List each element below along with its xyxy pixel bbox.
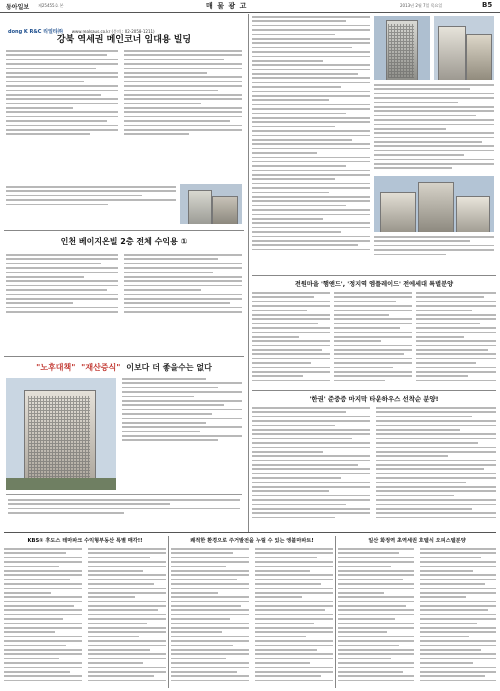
ad-headline: KBS① 후도스 테마파크 수익형부동산 특별 매각!! (27, 538, 143, 544)
divider (4, 356, 244, 357)
issue-number: 제25455호 본 (38, 3, 64, 8)
ad-body-text (252, 407, 370, 527)
ad-body-text-2 (374, 84, 494, 172)
ad-body-text (6, 254, 118, 349)
ad-body-text (122, 378, 242, 488)
ad-right-main (252, 16, 496, 272)
ad-right-headline (252, 278, 496, 388)
page-number: B5 (482, 1, 493, 9)
building-photo (374, 176, 494, 232)
masthead (0, 0, 500, 13)
ad-right-mid (252, 393, 496, 529)
column-divider (335, 536, 336, 688)
ad-headline (4, 362, 244, 373)
ad-mid-left (4, 234, 244, 354)
divider (4, 230, 244, 231)
divider (252, 275, 496, 276)
ad-body-text (171, 548, 249, 686)
ad-body-text-2 (88, 548, 166, 686)
building-photo (180, 184, 242, 224)
ad-mid-left2 (4, 360, 244, 528)
issue-date: 2013년 2월 7일 목요일 (400, 3, 443, 8)
ad-headline: 전원마을 '햄앤드', '정지역 엠플레이드' 전에세대 특별분양 (294, 281, 454, 288)
ad-body-text-3 (416, 292, 496, 386)
ad-bottom-2 (171, 536, 333, 688)
headline-rest: 이보다 더 좋을수는 없다 (126, 363, 212, 372)
ad-body-text-2 (376, 407, 496, 527)
brand-contact: www.realsaus.co.kr (문의 : 02-2058-1211) (71, 29, 155, 34)
ad-headline: 인천 베이지온빌 2층 전체 수익용 ① (60, 237, 188, 246)
ad-headline: 쾌적한 환경으로 주거발전을 누릴 수 있는 엥블마파트! (190, 538, 314, 544)
contact-box (6, 494, 242, 525)
quote-wealth: "재산증식" (81, 363, 121, 372)
ad-body-text (252, 292, 330, 386)
brand-name: dong K R&C 리얼티㈜ (8, 29, 63, 35)
quote-retirement: "노후대책" (36, 363, 76, 372)
ad-body-text-2 (124, 50, 242, 180)
divider (252, 390, 496, 391)
ad-headline: 일산 화정역 초역세권 호텔식 오피스텔분양 (368, 538, 466, 544)
ad-bottom-1 (4, 536, 166, 688)
ad-bottom-3 (338, 536, 496, 688)
brand-logo (8, 18, 238, 35)
column-divider (248, 14, 249, 532)
ad-body-text-2 (124, 254, 242, 349)
building-photo (6, 378, 116, 490)
ad-headline: 강북 역세권 메인코너 임대용 빌딩 (56, 35, 192, 45)
paper-name: 동아일보 (6, 4, 30, 11)
section-title: 매 물 광 고 (206, 2, 248, 10)
ad-top-left (4, 16, 244, 226)
ad-body-text-2 (255, 548, 333, 686)
ad-body-text-3 (374, 236, 494, 270)
section-divider (4, 532, 496, 533)
ad-body-text (6, 50, 118, 180)
ad-body-text (4, 548, 82, 686)
building-photo (434, 16, 494, 80)
ad-body-text (338, 548, 414, 686)
ad-footer-text (6, 186, 176, 218)
ad-body-text (252, 16, 370, 266)
ad-body-text-2 (420, 548, 496, 686)
ad-body-text-2 (334, 292, 412, 386)
column-divider (168, 536, 169, 688)
ad-headline: '한권' 준중증 마지막 타운하우스 선착순 분양! (309, 395, 439, 403)
building-photo (374, 16, 430, 80)
